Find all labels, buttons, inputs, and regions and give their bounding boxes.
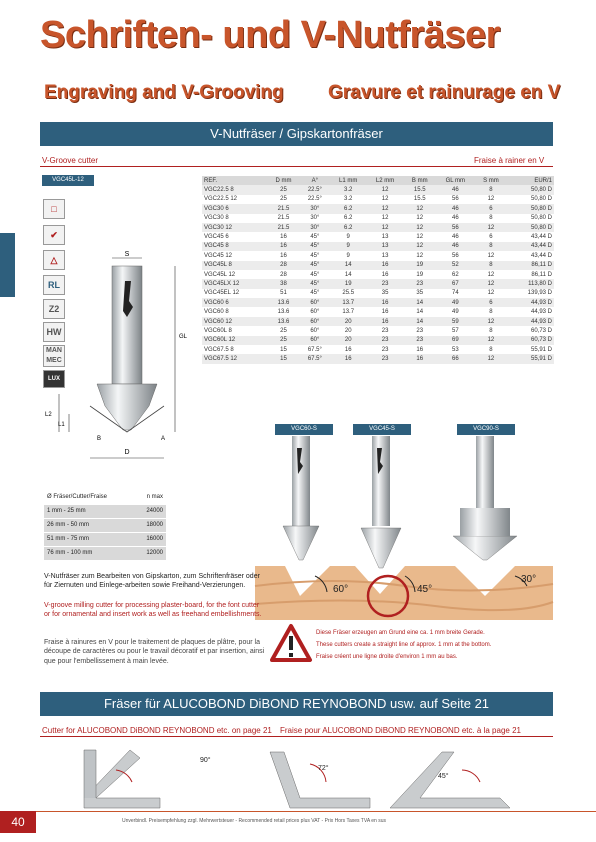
spec-cell: 45°: [300, 232, 330, 241]
alucobond-label-fr: Fraise pour ALUCOBOND DiBOND REYNOBOND etc. à la page 21: [280, 726, 521, 735]
spec-cell: 15.5: [404, 185, 436, 194]
spec-cell: 12: [475, 270, 507, 279]
rpm-range: 51 mm - 75 mm: [44, 532, 135, 546]
section-bar-alucobond: Fräser für ALUCOBOND DiBOND REYNOBOND usw. auf Seite 21: [40, 692, 553, 716]
rpm-header-diameter: Ø Fräser/Cutter/Fraise: [47, 493, 108, 500]
fold-angle-90: 90°: [200, 757, 211, 764]
spec-cell: 46: [436, 232, 475, 241]
spec-cell: VGC30 8: [202, 214, 267, 223]
spec-cell: 25: [267, 326, 300, 335]
spec-cell: 46: [436, 204, 475, 213]
spec-cell: 16: [330, 345, 367, 354]
spec-cell: 28: [267, 270, 300, 279]
divider: [40, 166, 553, 167]
subtitle-en: Engraving and V-Grooving: [44, 82, 284, 103]
spec-cell: 13.6: [267, 317, 300, 326]
spec-cell: 8: [475, 326, 507, 335]
spec-cell: 46: [436, 214, 475, 223]
spec-cell: 16: [367, 298, 404, 307]
spec-cell: 69: [436, 336, 475, 345]
spec-cell: 23: [404, 326, 436, 335]
spec-cell: 56: [436, 251, 475, 260]
spec-cell: 25: [267, 336, 300, 345]
spec-cell: 9: [330, 232, 367, 241]
spec-cell: 16: [367, 270, 404, 279]
spec-table-row: [202, 289, 554, 298]
spec-cell: 12: [404, 242, 436, 251]
groove-illustration: [255, 436, 553, 620]
spec-cell: 14: [404, 317, 436, 326]
spec-table-header: [202, 176, 554, 185]
rpm-range: 1 mm - 25 mm: [44, 504, 135, 518]
cutter-tag-vgc90: VGC90-S: [457, 424, 515, 435]
spec-cell: 20: [330, 317, 367, 326]
spec-cell: 50,80 D: [507, 185, 554, 194]
spec-cell: 3.2: [330, 195, 367, 204]
spec-table-row: [202, 204, 554, 213]
spec-cell: 12: [404, 232, 436, 241]
spec-cell: 14: [404, 298, 436, 307]
col-s: S mm: [475, 176, 507, 185]
spec-cell: 6.2: [330, 214, 367, 223]
spec-cell: 21.5: [267, 204, 300, 213]
spec-cell: VGC45L 12: [202, 270, 267, 279]
spec-cell: 6: [475, 298, 507, 307]
spec-cell: 60°: [300, 317, 330, 326]
spec-cell: 8: [475, 261, 507, 270]
spec-cell: 8: [475, 242, 507, 251]
rpm-range: 76 mm - 100 mm: [44, 546, 135, 560]
rpm-table: [44, 490, 166, 560]
spec-table-row: [202, 185, 554, 194]
spec-table-row: [202, 279, 554, 288]
spec-cell: 8: [475, 214, 507, 223]
spec-cell: 60°: [300, 326, 330, 335]
spec-cell: 62: [436, 270, 475, 279]
spec-table-row: [202, 232, 554, 241]
rpm-range: 26 mm - 50 mm: [44, 518, 135, 532]
spec-cell: 55,91 D: [507, 354, 554, 363]
spec-cell: VGC60L 8: [202, 326, 267, 335]
spec-cell: 6.2: [330, 204, 367, 213]
col-d: D mm: [267, 176, 300, 185]
spec-cell: 12: [475, 317, 507, 326]
spec-table-row: [202, 261, 554, 270]
spec-cell: VGC60 12: [202, 317, 267, 326]
spec-cell: 13.7: [330, 298, 367, 307]
spec-cell: 60°: [300, 336, 330, 345]
spec-cell: 13.6: [267, 298, 300, 307]
spec-cell: 21.5: [267, 223, 300, 232]
spec-cell: 14: [404, 307, 436, 316]
spec-cell: VGC30 6: [202, 204, 267, 213]
warning-icon: [270, 624, 312, 662]
spec-cell: 43,44 D: [507, 242, 554, 251]
col-ref: REF.: [202, 176, 267, 185]
page-title: Schriften- und V-Nutfräser: [40, 14, 500, 56]
col-gl: GL mm: [436, 176, 475, 185]
spec-cell: 60°: [300, 298, 330, 307]
spec-cell: 19: [404, 261, 436, 270]
rpm-value: 16000: [135, 532, 166, 546]
spec-cell: 13.6: [267, 307, 300, 316]
spec-cell: 9: [330, 251, 367, 260]
spec-cell: 45°: [300, 270, 330, 279]
spec-cell: 49: [436, 298, 475, 307]
spec-cell: 86,11 D: [507, 261, 554, 270]
spec-cell: 21.5: [267, 214, 300, 223]
spec-cell: VGC45EL 12: [202, 289, 267, 298]
cut-depth-icon: □: [43, 199, 65, 219]
warning-fr: Fraise créent une ligne droite d'environ 1 mm au bas.: [316, 654, 458, 660]
spec-cell: 57: [436, 326, 475, 335]
spec-table-row: [202, 345, 554, 354]
spec-cell: VGC45 8: [202, 242, 267, 251]
spec-cell: 46: [436, 242, 475, 251]
spec-cell: 52: [436, 261, 475, 270]
spec-table-row: [202, 242, 554, 251]
cutter-tag-vgc45: VGC45-S: [353, 424, 411, 435]
spec-cell: 12: [475, 223, 507, 232]
spec-cell: 6.2: [330, 223, 367, 232]
rpm-row: [44, 546, 166, 560]
spec-cell: VGC45 6: [202, 232, 267, 241]
spec-cell: 35: [404, 289, 436, 298]
spec-cell: 16: [367, 261, 404, 270]
spec-cell: 44,93 D: [507, 298, 554, 307]
spec-cell: 86,11 D: [507, 270, 554, 279]
lux-icon: LUX: [43, 370, 65, 388]
spec-cell: 43,44 D: [507, 232, 554, 241]
divider-2: [40, 736, 553, 737]
spec-cell: 60,73 D: [507, 326, 554, 335]
spec-cell: 9: [330, 242, 367, 251]
spec-cell: 74: [436, 289, 475, 298]
fold-illustrations: [40, 742, 554, 808]
profile-icon: △: [43, 250, 65, 270]
spec-cell: 139,93 D: [507, 289, 554, 298]
fold-angle-45: 45°: [438, 773, 449, 780]
section-bar-vgroove: V-Nutfräser / Gipskartonfräser: [40, 122, 553, 146]
spec-cell: 12: [475, 289, 507, 298]
spec-cell: 12: [367, 185, 404, 194]
spec-cell: 59: [436, 317, 475, 326]
spec-cell: 23: [404, 279, 436, 288]
cut-direction-icon: ✔: [43, 225, 65, 245]
spec-cell: 45°: [300, 242, 330, 251]
spec-cell: 14: [330, 261, 367, 270]
spec-cell: 8: [475, 345, 507, 354]
spec-cell: 13: [367, 242, 404, 251]
spec-cell: 45°: [300, 289, 330, 298]
spec-table-row: [202, 354, 554, 363]
subtitle-fr: Gravure et rainurage en V: [328, 82, 561, 103]
spec-cell: 12: [404, 204, 436, 213]
edge-tab: [0, 233, 15, 297]
spec-cell: 50,80 D: [507, 195, 554, 204]
spec-cell: 22.5°: [300, 195, 330, 204]
angle-45: 45°: [417, 584, 433, 595]
spec-cell: VGC60 6: [202, 298, 267, 307]
spec-cell: VGC45 12: [202, 251, 267, 260]
spec-cell: 15: [267, 354, 300, 363]
spec-cell: 23: [367, 336, 404, 345]
angle-30: 30°: [521, 574, 537, 585]
spec-cell: VGC22.5 12: [202, 195, 267, 204]
rpm-row: [44, 518, 166, 532]
spec-table-row: [202, 298, 554, 307]
spec-cell: 16: [267, 232, 300, 241]
spec-cell: 19: [404, 270, 436, 279]
spec-cell: 20: [330, 336, 367, 345]
spec-cell: 60,73 D: [507, 336, 554, 345]
spec-cell: 23: [367, 279, 404, 288]
spec-cell: 12: [367, 223, 404, 232]
spec-cell: 12: [475, 251, 507, 260]
spec-cell: 30°: [300, 204, 330, 213]
page-number: 40: [0, 811, 36, 833]
dim-d: D: [124, 449, 130, 456]
fold-angle-72: 72°: [318, 765, 329, 772]
spec-table-row: [202, 336, 554, 345]
spec-cell: 19: [330, 279, 367, 288]
spec-cell: 13.7: [330, 307, 367, 316]
spec-cell: VGC67.5 8: [202, 345, 267, 354]
spec-cell: 8: [475, 185, 507, 194]
spec-cell: 28: [267, 261, 300, 270]
spec-cell: 16: [367, 307, 404, 316]
spec-cell: 12: [475, 354, 507, 363]
spec-cell: 23: [367, 326, 404, 335]
spec-table-row: [202, 214, 554, 223]
dim-l2: L2: [45, 412, 52, 418]
spec-cell: 30°: [300, 223, 330, 232]
spec-cell: 50,80 D: [507, 223, 554, 232]
rpm-value: 18000: [135, 518, 166, 532]
spec-cell: 30°: [300, 214, 330, 223]
spec-cell: 22.5°: [300, 185, 330, 194]
spec-cell: 56: [436, 195, 475, 204]
spec-cell: 25: [267, 195, 300, 204]
spec-cell: VGC22.5 8: [202, 185, 267, 194]
spec-cell: 16: [367, 317, 404, 326]
spec-table-row: [202, 326, 554, 335]
spec-cell: 16: [404, 354, 436, 363]
spec-cell: 3.2: [330, 185, 367, 194]
desc-de: V-Nutfräser zum Bearbeiten von Gipskarton, zum Schriftenfräser oder für Ziernuten und Einlege-arbeiten sowie Freihand-Verzierungen.: [44, 573, 260, 590]
col-eur: EUR/1: [507, 176, 554, 185]
label-fr: Fraise à rainer en V: [474, 156, 545, 165]
spec-cell: VGC30 12: [202, 223, 267, 232]
spec-cell: 12: [404, 251, 436, 260]
spec-cell: 43,44 D: [507, 251, 554, 260]
spec-cell: 6: [475, 232, 507, 241]
spec-cell: 23: [367, 345, 404, 354]
rotation-rl-icon: RL: [43, 275, 65, 295]
spec-cell: 14: [330, 270, 367, 279]
spec-cell: 8: [475, 307, 507, 316]
spec-cell: 55,91 D: [507, 345, 554, 354]
spec-cell: 12: [475, 279, 507, 288]
spec-cell: 12: [367, 214, 404, 223]
spec-cell: 60°: [300, 307, 330, 316]
spec-cell: 6: [475, 204, 507, 213]
rpm-header-nmax: n max: [146, 493, 163, 500]
spec-cell: 16: [267, 242, 300, 251]
dim-s: S: [124, 251, 130, 258]
spec-cell: 12: [475, 195, 507, 204]
spec-cell: VGC67.5 12: [202, 354, 267, 363]
spec-cell: 12: [475, 336, 507, 345]
spec-cell: 16: [330, 354, 367, 363]
spec-cell: 46: [436, 185, 475, 194]
spec-cell: VGC60L 12: [202, 336, 267, 345]
spec-cell: 38: [267, 279, 300, 288]
spec-table-row: [202, 270, 554, 279]
spec-cell: 45°: [300, 261, 330, 270]
spec-cell: 44,93 D: [507, 307, 554, 316]
desc-fr: Fraise à rainures en V pour le traitement de plaques de plâtre, pour la découpe de caractères ou pour le travail décoratif et par insertion, ainsi que pour l'embellissement à main levée.: [44, 639, 265, 665]
dim-l1: L1: [58, 422, 65, 428]
rpm-value: 24000: [135, 504, 166, 518]
rpm-row: [44, 504, 166, 518]
hardmetal-hw-icon: HW: [43, 322, 65, 342]
spec-cell: 53: [436, 345, 475, 354]
spec-cell: 67: [436, 279, 475, 288]
desc-en: V-groove milling cutter for processing plaster-board, for the font cutter or for ornamental and insert work as well as freehand embellishments.: [44, 602, 262, 619]
dim-a: A: [161, 436, 166, 442]
spec-cell: 25: [267, 185, 300, 194]
spec-cell: 13: [367, 251, 404, 260]
cutter-tag-vgc60: VGC60-S: [275, 424, 333, 435]
spec-cell: 49: [436, 307, 475, 316]
col-b: B mm: [404, 176, 436, 185]
rpm-row: [44, 532, 166, 546]
spec-cell: 51: [267, 289, 300, 298]
spec-cell: 12: [404, 214, 436, 223]
spec-cell: 35: [367, 289, 404, 298]
spec-table: [202, 176, 554, 364]
col-l1: L1 mm: [330, 176, 367, 185]
spec-table-row: [202, 223, 554, 232]
spec-cell: 50,80 D: [507, 204, 554, 213]
spec-cell: 45°: [300, 279, 330, 288]
alucobond-label-en: Cutter for ALUCOBOND DiBOND REYNOBOND etc. on page 21: [42, 726, 272, 735]
spec-cell: 12: [367, 195, 404, 204]
spec-cell: 15.5: [404, 195, 436, 204]
spec-cell: 25.5: [330, 289, 367, 298]
spec-cell: 23: [367, 354, 404, 363]
spec-cell: 66: [436, 354, 475, 363]
spec-cell: 44,93 D: [507, 317, 554, 326]
spec-cell: 15: [267, 345, 300, 354]
spec-cell: 12: [367, 204, 404, 213]
spec-cell: 67.5°: [300, 345, 330, 354]
spec-cell: 113,80 D: [507, 279, 554, 288]
dim-gl: GL: [179, 334, 188, 340]
spec-cell: 12: [404, 223, 436, 232]
spec-cell: VGC60 8: [202, 307, 267, 316]
spec-cell: 67.5°: [300, 354, 330, 363]
spec-cell: 45°: [300, 251, 330, 260]
spec-table-row: [202, 251, 554, 260]
spec-cell: 13: [367, 232, 404, 241]
spec-table-row: [202, 307, 554, 316]
warning-de: Diese Fräser erzeugen am Grund eine ca. 1 mm breite Gerade.: [316, 630, 485, 636]
spec-cell: 16: [404, 345, 436, 354]
spec-cell: 56: [436, 223, 475, 232]
spec-cell: 16: [267, 251, 300, 260]
rpm-value: 12000: [135, 546, 166, 560]
flutes-z2-icon: Z2: [43, 299, 65, 319]
footer-note: Unverbindl. Preisempfehlung zzgl. Mehrwertsteuer - Recommended retail prices plus VAT - Prix Hors Taxes TVA en sus: [122, 818, 386, 824]
man-mec-icon: MAN MEC: [43, 345, 65, 367]
spec-table-row: [202, 195, 554, 204]
spec-cell: 20: [330, 326, 367, 335]
col-a: A°: [300, 176, 330, 185]
label-en: V-Groove cutter: [42, 156, 99, 165]
spec-cell: 23: [404, 336, 436, 345]
product-tag: VGC45L-12: [42, 175, 94, 186]
col-l2: L2 mm: [367, 176, 404, 185]
angle-60: 60°: [333, 584, 349, 595]
dim-b: B: [97, 436, 102, 442]
spec-cell: VGC45LX 12: [202, 279, 267, 288]
warning-en: These cutters create a straight line of approx. 1 mm at the bottom.: [316, 642, 492, 648]
spec-table-row: [202, 317, 554, 326]
spec-cell: VGC45L 8: [202, 261, 267, 270]
spec-cell: 50,80 D: [507, 214, 554, 223]
